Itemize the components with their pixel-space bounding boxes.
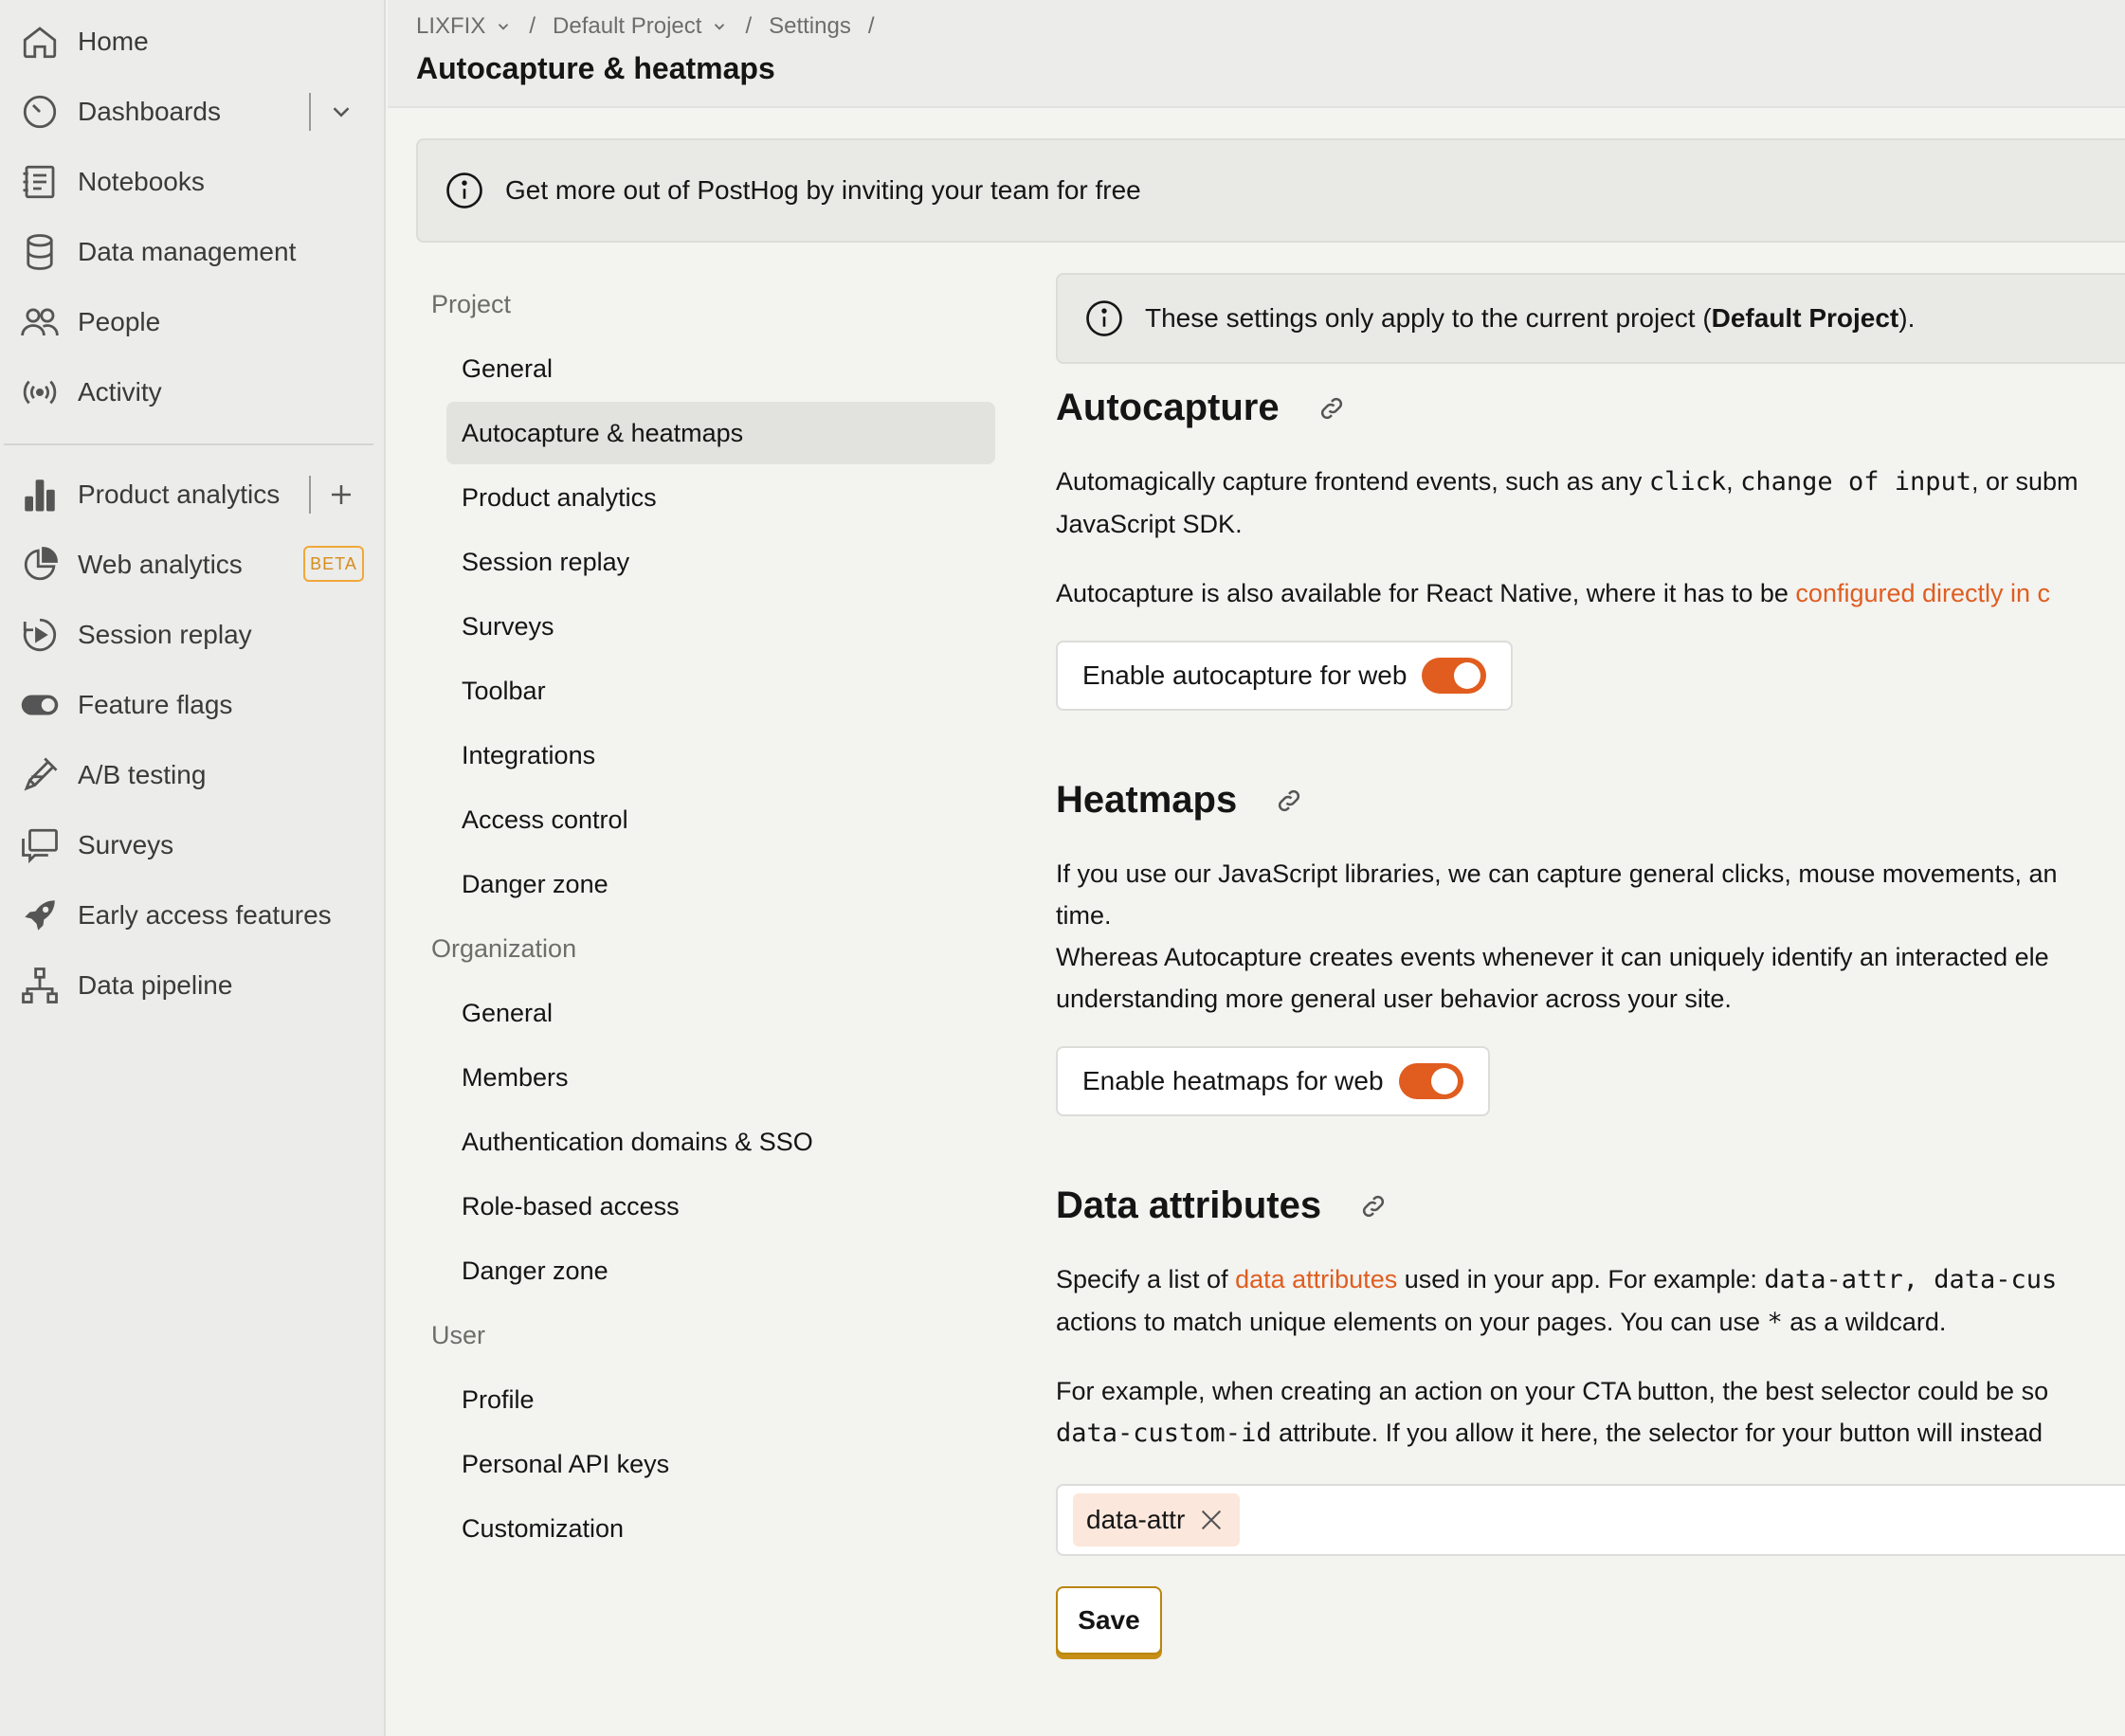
breadcrumb-settings[interactable]: Settings [769,13,851,39]
nav-divider [309,93,311,131]
breadcrumb-separator: / [529,13,536,39]
pipeline-icon [19,965,61,1006]
info-icon [1084,298,1124,338]
settings-nav-profile[interactable]: Profile [462,1384,535,1414]
home-icon [19,21,61,63]
heatmaps-description: If you use our JavaScript libraries, we can capture general clicks, mouse movements, an time. Whereas Autocapture creates events whenever it can uniquely identify an interacted ele understanding more general user behavior across your site. [1056,859,2058,1013]
settings-nav-toolbar[interactable]: Toolbar [462,676,546,705]
settings-nav-project-danger-zone[interactable]: Danger zone [462,869,608,898]
data-attributes-title: Data attributes [1056,1184,1322,1226]
chevron-down-icon [495,18,512,35]
sidebar-item-label: Session replay [78,620,252,649]
save-button[interactable]: Save [1056,1586,1162,1655]
settings-section-organization: Organization [431,934,577,963]
sidebar-item-label: Dashboards [78,97,221,126]
settings-section-project: Project [431,290,512,318]
autocapture-title: Autocapture [1056,387,1280,428]
sidebar-divider [4,443,373,445]
flask-icon [19,754,61,796]
chevron-down-icon[interactable] [322,93,360,131]
heatmaps-switch[interactable] [1399,1063,1463,1099]
data-attributes-description: Specify a list of data attributes used in your app. For example: data-attr, data-cus actions to match unique elements on your pages. You can use * as a wildcard. [1056,1265,2058,1337]
link-icon[interactable] [1317,394,1346,423]
replay-icon [19,614,61,656]
sidebar-item-session-replay[interactable] [0,605,384,665]
data-attributes-example: For example, when creating an action on your CTA button, the best selector could be so data-custom-id attribute. If you allow it here, the selector for your button will instead [1056,1377,2049,1448]
pie-chart-icon [19,544,61,586]
page-header [388,0,2125,108]
settings-nav-role-based-access[interactable]: Role-based access [462,1191,680,1221]
sidebar-item-early-access[interactable] [0,885,384,946]
toggle-icon [19,684,61,726]
sidebar-item-label: A/B testing [78,760,207,789]
sidebar-item-label: Data pipeline [78,970,233,1000]
sidebar-item-label: Early access features [78,900,332,930]
tag-label: data-attr [1086,1505,1186,1534]
settings-nav-surveys[interactable]: Surveys [462,611,554,641]
sidebar-item-label: Product analytics [78,479,281,509]
close-icon[interactable] [1196,1505,1226,1535]
settings-nav-org-general[interactable]: General [462,998,554,1027]
database-icon [19,231,61,273]
nav-divider [309,476,311,514]
settings-section-user: User [431,1321,486,1349]
project-scope-banner [1056,273,2125,364]
scope-banner-text: These settings only apply to the current project (Default Project). [1145,303,1916,333]
data-attributes-input[interactable] [1056,1484,2125,1556]
heatmaps-toggle-label: Enable heatmaps for web [1082,1066,1384,1095]
bar-chart-icon [19,474,61,515]
sidebar-item-data-pipeline[interactable] [0,955,384,1016]
sidebar-item-people[interactable] [0,292,384,353]
tag-data-attr [1073,1493,1240,1546]
settings-nav-integrations[interactable]: Integrations [462,740,596,769]
sidebar-item-notebooks[interactable] [0,152,384,212]
breadcrumb-project-label: Default Project [553,13,702,39]
rocket-icon [19,895,61,936]
sidebar-item-label: Activity [78,377,162,407]
configure-link[interactable]: configured directly in c [1795,579,2051,607]
sidebar-item-label: Feature flags [78,690,233,719]
data-attributes-heading [1056,1184,1388,1227]
sidebar-item-surveys[interactable] [0,815,384,876]
settings-nav-product-analytics[interactable]: Product analytics [462,482,657,512]
notebook-icon [19,161,61,203]
chevron-down-icon [711,18,728,35]
breadcrumb-separator: / [867,13,875,39]
autocapture-react-native-note: Autocapture is also available for React Native, where it has to be configured directly in c [1056,579,2051,607]
beta-badge: BETA [303,546,364,582]
settings-nav-auth-domains[interactable]: Authentication domains & SSO [462,1127,813,1156]
sidebar-item-feature-flags[interactable] [0,675,384,735]
sidebar-item-label: Web analytics [78,550,243,579]
heatmaps-heading [1056,779,1303,822]
settings-nav-org-danger-zone[interactable]: Danger zone [462,1256,608,1285]
invite-banner[interactable] [416,138,2125,243]
link-icon[interactable] [1359,1192,1388,1221]
sidebar-item-home[interactable] [0,11,384,72]
heatmaps-toggle-card[interactable] [1056,1046,1490,1116]
breadcrumb-org-label: LIXFIX [416,13,486,39]
sidebar-item-data-management[interactable] [0,222,384,282]
switch-knob [1454,662,1480,689]
info-icon [445,171,484,210]
data-attributes-link[interactable]: data attributes [1235,1265,1398,1293]
autocapture-description: Automagically capture frontend events, such as any click, change of input, or subm JavaScript SDK. [1056,467,2079,538]
sidebar-item-label: Surveys [78,830,174,859]
settings-nav-personal-api-keys[interactable]: Personal API keys [462,1449,670,1478]
people-icon [19,301,61,343]
settings-nav-project-general[interactable]: General [462,353,554,383]
autocapture-toggle-label: Enable autocapture for web [1082,660,1408,690]
sidebar-item-label: Notebooks [78,167,205,196]
breadcrumb-project[interactable] [553,13,728,40]
activity-icon [19,371,61,413]
settings-nav-session-replay[interactable]: Session replay [462,547,630,576]
settings-nav-access-control[interactable]: Access control [462,805,628,834]
autocapture-toggle-card[interactable] [1056,641,1513,711]
breadcrumb-org[interactable] [416,13,512,40]
page-title: Autocapture & heatmaps [416,51,775,85]
invite-banner-text: Get more out of PostHog by inviting your team for free [505,175,1141,205]
app-sidebar [0,0,386,1736]
settings-nav-members[interactable]: Members [462,1062,569,1092]
sidebar-item-ab-testing[interactable] [0,745,384,805]
sidebar-item-label: People [78,307,161,336]
heatmaps-title: Heatmaps [1056,779,1238,821]
autocapture-switch[interactable] [1422,658,1486,694]
settings-nav-customization[interactable]: Customization [462,1513,625,1543]
breadcrumb [416,13,892,40]
plus-icon[interactable] [322,476,360,514]
switch-knob [1431,1068,1458,1094]
sidebar-item-label: Data management [78,237,297,266]
autocapture-heading [1056,387,1346,429]
survey-icon [19,824,61,866]
breadcrumb-separator: / [745,13,753,39]
dashboard-icon [19,91,61,133]
sidebar-item-label: Home [78,27,149,56]
settings-nav-autocapture[interactable]: Autocapture & heatmaps [446,402,995,464]
sidebar-item-activity[interactable] [0,362,384,423]
link-icon[interactable] [1275,787,1303,815]
